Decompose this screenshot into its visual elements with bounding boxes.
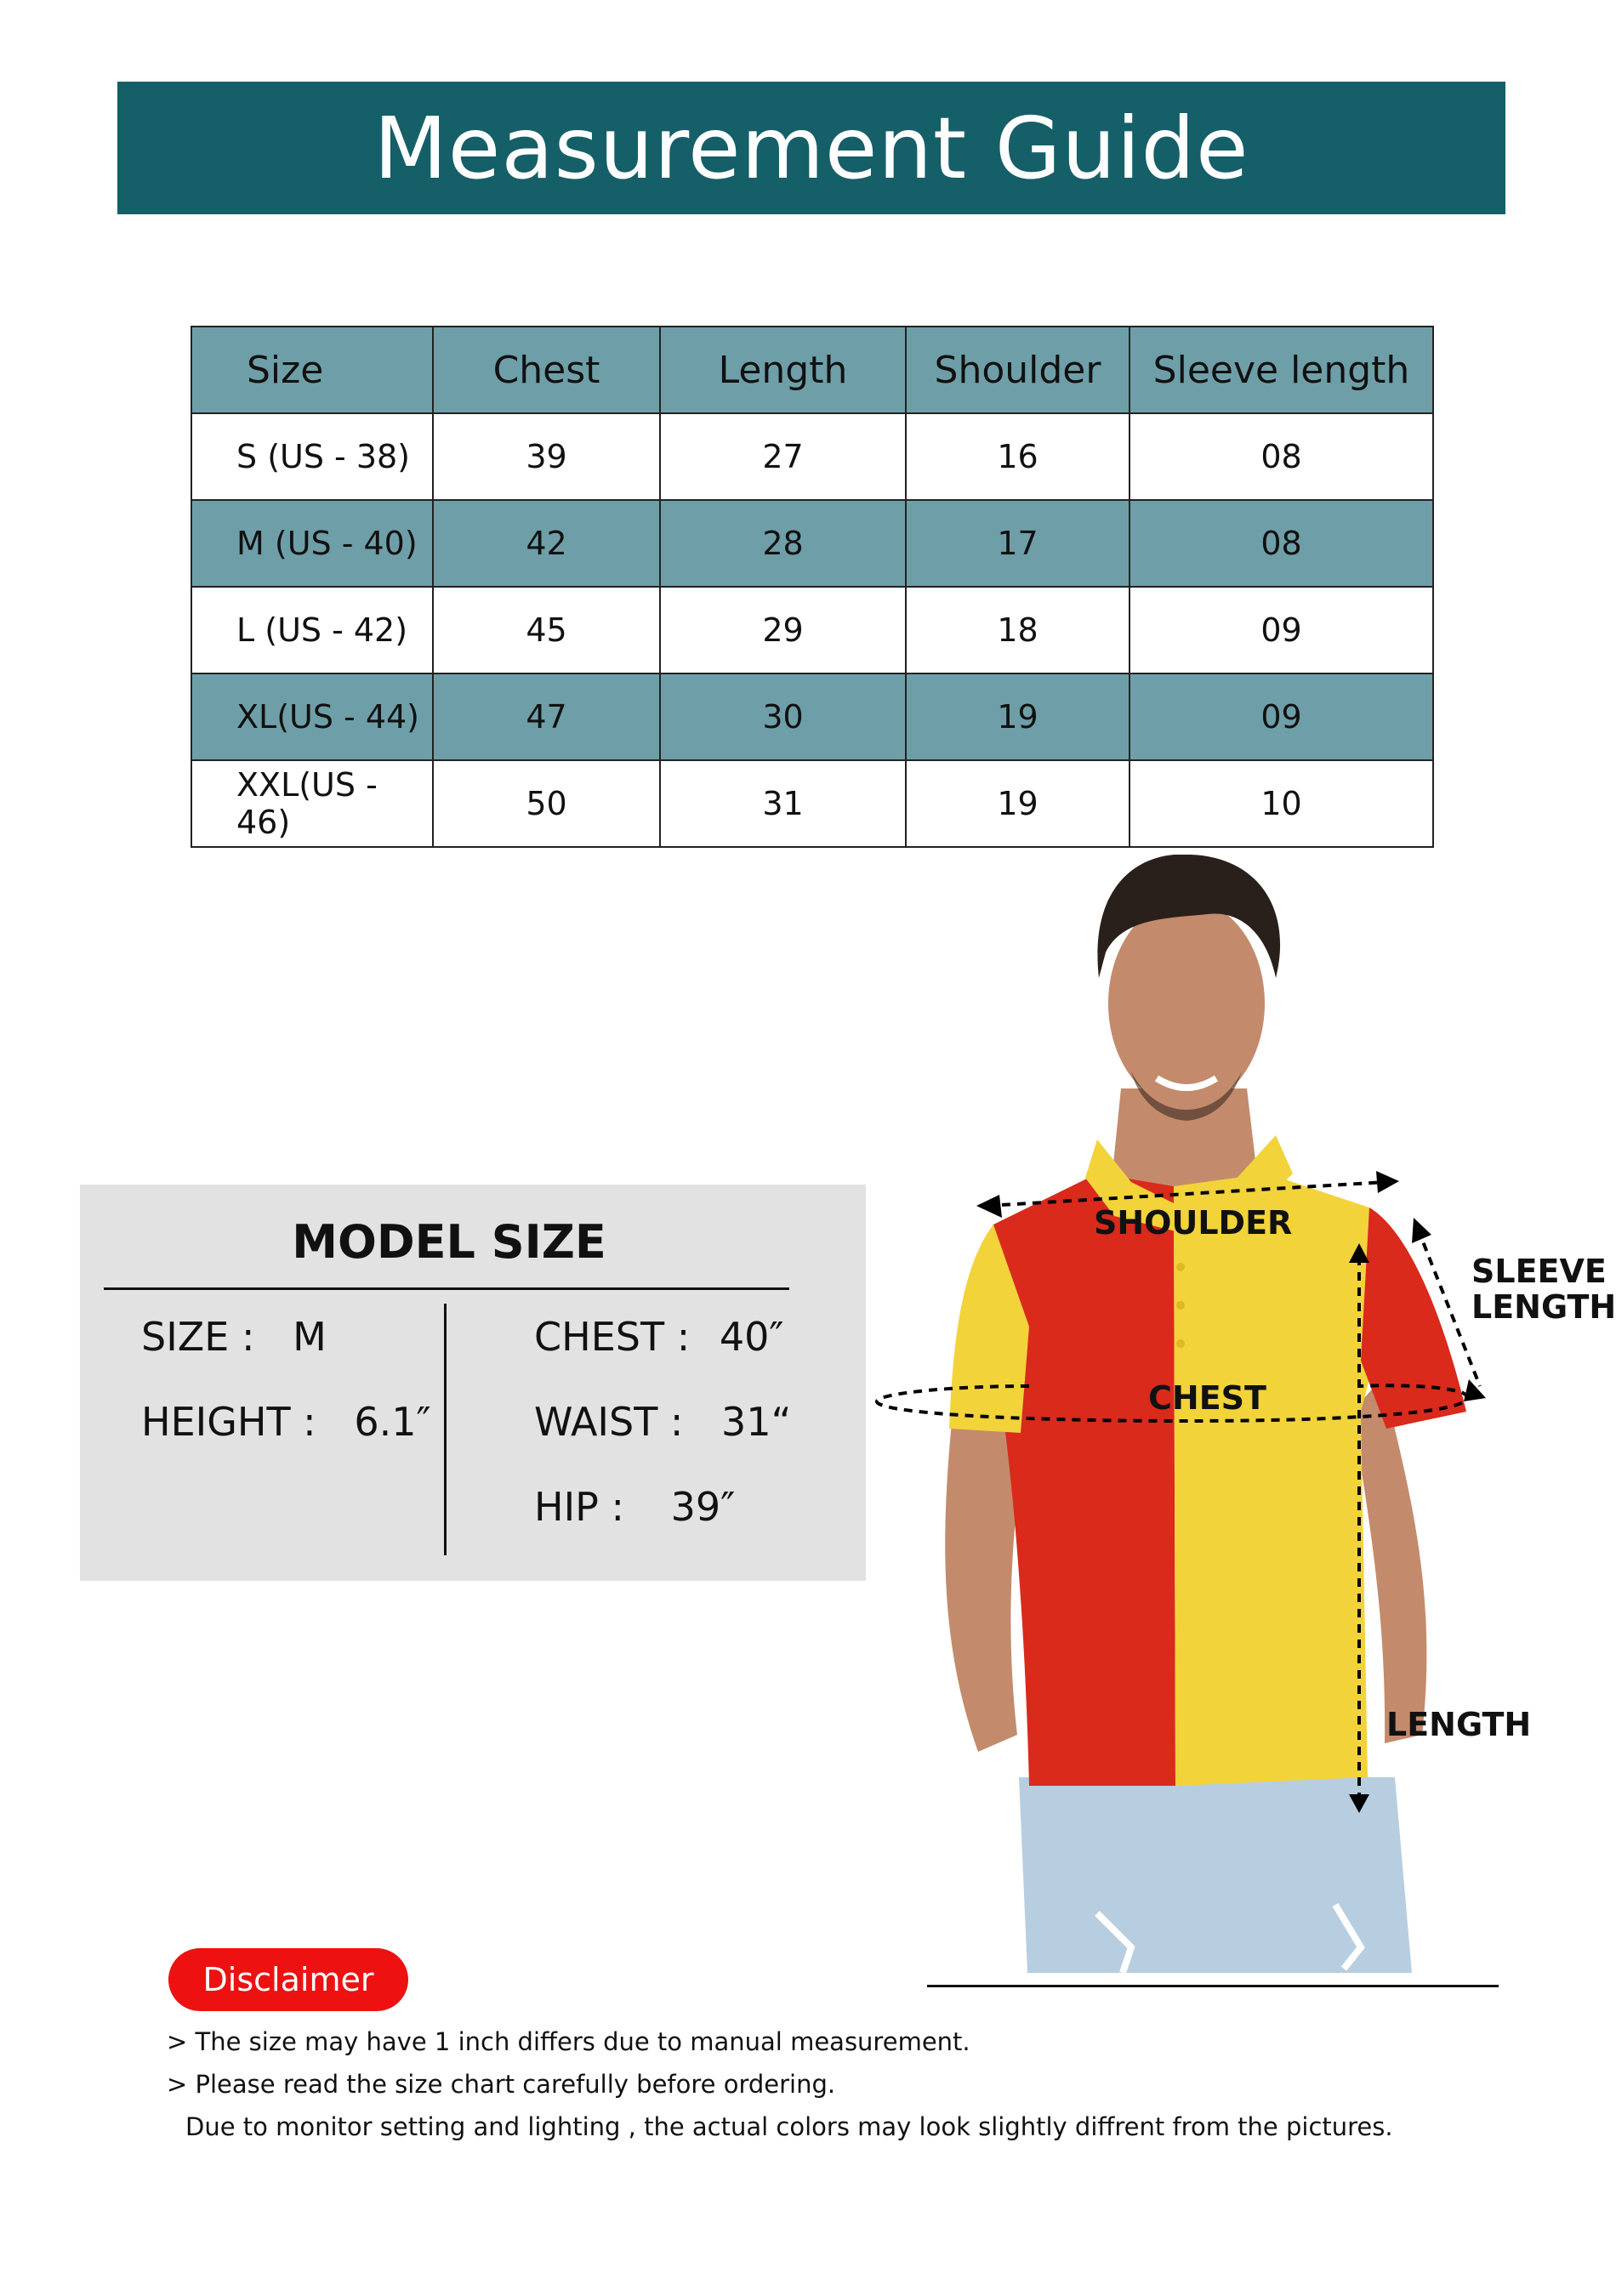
table-cell: XL(US - 44) bbox=[191, 673, 433, 760]
table-cell: 09 bbox=[1129, 673, 1433, 760]
table-cell: 45 bbox=[433, 587, 660, 673]
table-cell: L (US - 42) bbox=[191, 587, 433, 673]
chest-label: CHEST bbox=[1148, 1379, 1266, 1417]
spec-label: CHEST : bbox=[534, 1314, 691, 1360]
disclaimer-note: Due to monitor setting and lighting , the actual colors may look slightly diffrent from the pictures. bbox=[185, 2112, 1393, 2141]
disclaimer-badge: Disclaimer bbox=[168, 1948, 408, 2011]
table-cell: 50 bbox=[433, 760, 660, 847]
table-row bbox=[191, 760, 1433, 847]
table-cell: 39 bbox=[433, 413, 660, 500]
table-row bbox=[191, 500, 1433, 587]
title-banner bbox=[117, 82, 1505, 214]
column-header: Sleeve length bbox=[1129, 327, 1433, 413]
table-cell: 09 bbox=[1129, 587, 1433, 673]
spec-height bbox=[141, 1399, 431, 1445]
table-row bbox=[191, 413, 1433, 500]
ground-line bbox=[927, 1985, 1499, 1987]
table-cell: 42 bbox=[433, 500, 660, 587]
table-cell: 08 bbox=[1129, 500, 1433, 587]
spec-label: HEIGHT : bbox=[141, 1399, 316, 1445]
spec-value: 6.1″ bbox=[354, 1399, 431, 1445]
table-cell: 08 bbox=[1129, 413, 1433, 500]
page-title: Measurement Guide bbox=[373, 98, 1249, 198]
table-cell: 16 bbox=[906, 413, 1129, 500]
table-cell: 27 bbox=[660, 413, 906, 500]
column-header: Size bbox=[191, 327, 433, 413]
model-photo bbox=[866, 855, 1607, 2013]
title-underline bbox=[104, 1287, 789, 1290]
table-row bbox=[191, 587, 1433, 673]
model-size-panel bbox=[80, 1185, 866, 1581]
spec-label: HIP : bbox=[534, 1484, 625, 1530]
spec-value: 31“ bbox=[721, 1399, 792, 1445]
spec-size bbox=[141, 1314, 327, 1360]
table-cell: 19 bbox=[906, 760, 1129, 847]
table-cell: 31 bbox=[660, 760, 906, 847]
spec-value: 39″ bbox=[670, 1484, 736, 1530]
spec-value: 40″ bbox=[719, 1314, 784, 1360]
table-cell: 47 bbox=[433, 673, 660, 760]
length-label: LENGTH bbox=[1386, 1706, 1532, 1743]
table-cell: 17 bbox=[906, 500, 1129, 587]
disclaimer-note: > Please read the size chart carefully before ordering. bbox=[167, 2070, 836, 2099]
table-cell: 29 bbox=[660, 587, 906, 673]
table-cell: XXL(US - 46) bbox=[191, 760, 433, 847]
table-cell: 18 bbox=[906, 587, 1129, 673]
sleeve-label-line1: SLEEVE bbox=[1471, 1253, 1607, 1290]
column-header: Chest bbox=[433, 327, 660, 413]
table-cell: 28 bbox=[660, 500, 906, 587]
spec-label: SIZE : bbox=[141, 1314, 255, 1360]
size-chart-table bbox=[191, 326, 1434, 848]
spec-waist bbox=[534, 1399, 791, 1445]
table-row bbox=[191, 673, 1433, 760]
table-cell: 30 bbox=[660, 673, 906, 760]
column-header: Length bbox=[660, 327, 906, 413]
table-cell: S (US - 38) bbox=[191, 413, 433, 500]
disclaimer-note: > The size may have 1 inch differs due to manual measurement. bbox=[167, 2027, 970, 2056]
table-header-row bbox=[191, 327, 1433, 413]
spec-hip bbox=[534, 1484, 735, 1530]
table-cell: 19 bbox=[906, 673, 1129, 760]
table-cell: M (US - 40) bbox=[191, 500, 433, 587]
sleeve-label-line2: LENGTH bbox=[1471, 1288, 1616, 1326]
column-header: Shoulder bbox=[906, 327, 1129, 413]
spec-label: WAIST : bbox=[534, 1399, 684, 1445]
model-size-title: MODEL SIZE bbox=[292, 1215, 606, 1269]
shoulder-label: SHOULDER bbox=[1094, 1204, 1293, 1242]
spec-value: M bbox=[293, 1314, 327, 1360]
spec-chest bbox=[534, 1314, 784, 1360]
column-divider bbox=[444, 1304, 447, 1555]
table-cell: 10 bbox=[1129, 760, 1433, 847]
